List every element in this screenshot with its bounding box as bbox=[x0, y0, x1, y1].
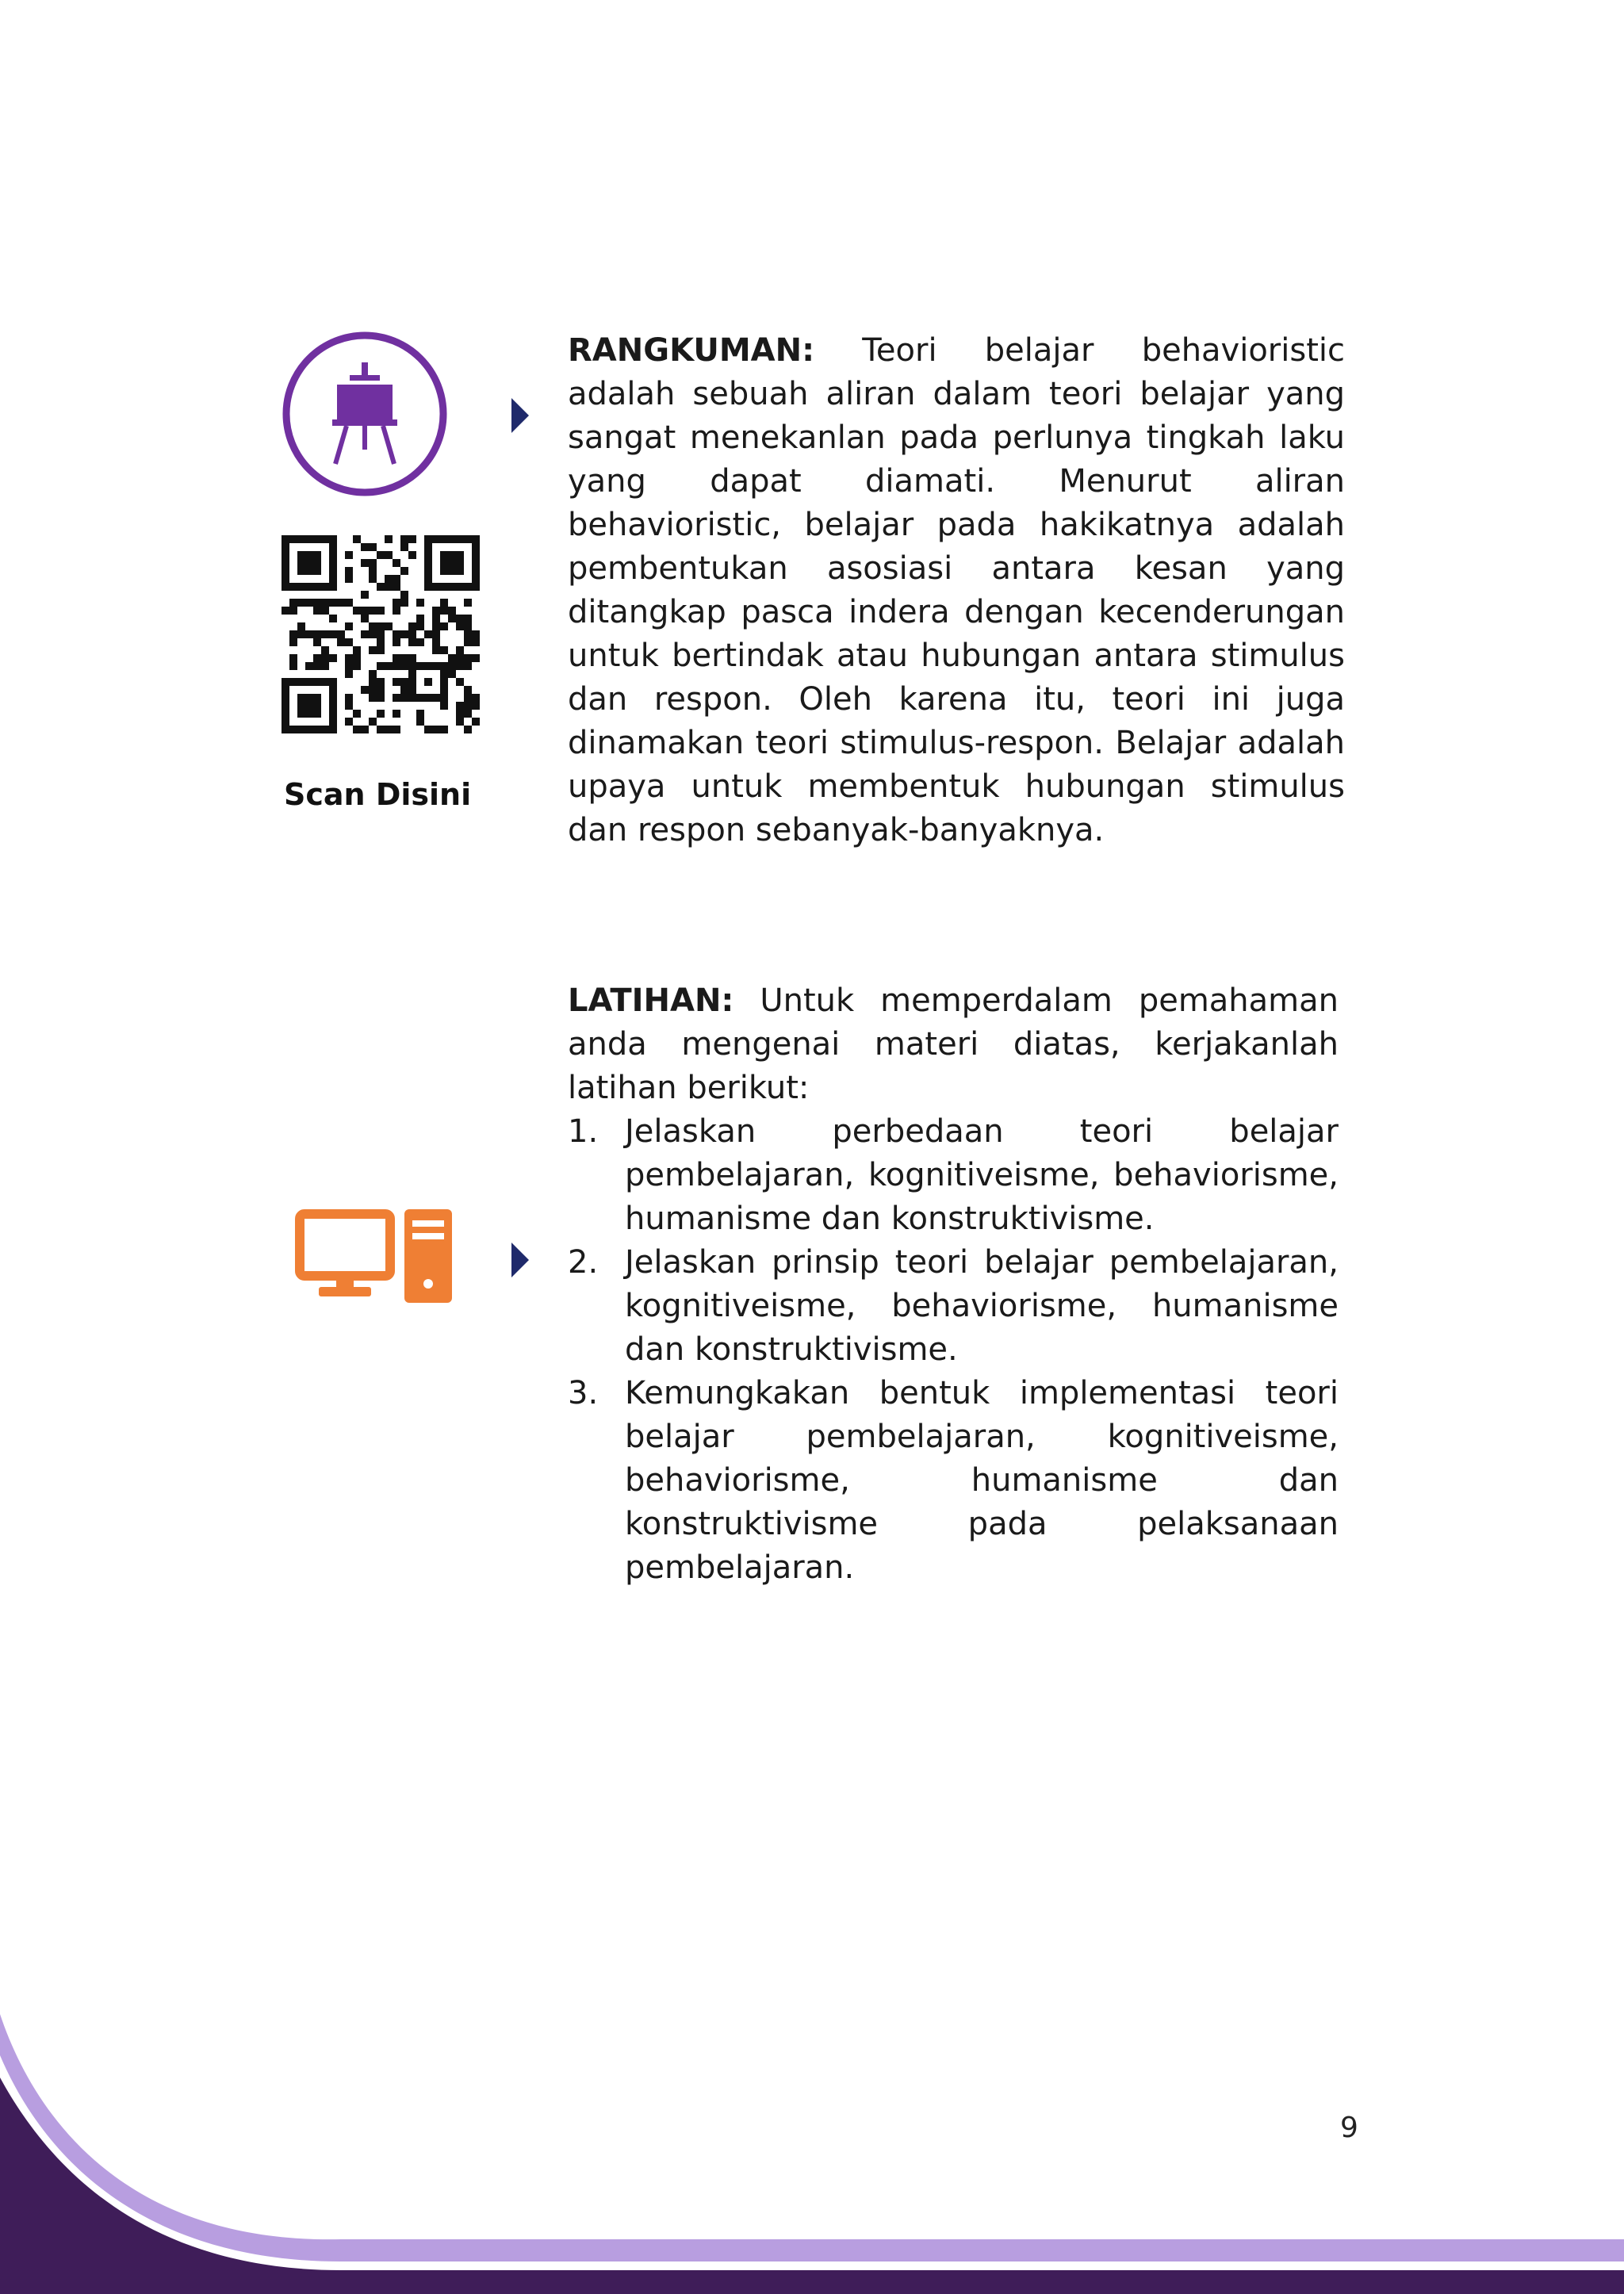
exercise-item bbox=[568, 1110, 1339, 1241]
summary-paragraph bbox=[568, 329, 1345, 852]
exercise-item-text: Kemungkakan bentuk implementasi teori belajar pembelajaran, kognitiveisme, behaviorisme, humanisme dan konstruktivisme pada pelaksanaan pembelajaran. bbox=[625, 1375, 1339, 1586]
exercise-item-text: Jelaskan prinsip teori belajar pembelajaran, kognitiveisme, behaviorisme, humanisme dan konstruktivisme. bbox=[625, 1244, 1339, 1368]
footer-wave-decoration bbox=[0, 2014, 1624, 2294]
summary-text: Teori belajar behavioristic adalah sebuah aliran dalam teori belajar yang sangat menekanlan pada perlunya tingkah laku yang dapat diamati. Menurut aliran behavioristic, belajar pada hakikatnya adalah pembentukan asosiasi antara kesan yang ditangkap pasca indera dengan kecenderungan untuk bertindak atau hubungan antara stimulus dan respon. Oleh karena itu, teori ini juga dinamakan teori stimulus-respon. Belajar adalah upaya untuk membentuk hubungan stimulus dan respon sebanyak-banyaknya. bbox=[568, 332, 1345, 848]
exercise-item bbox=[568, 1241, 1339, 1372]
triangle-right-icon bbox=[511, 398, 529, 433]
qr-code[interactable] bbox=[282, 535, 480, 733]
exercise-list bbox=[568, 1110, 1339, 1590]
triangle-right-icon bbox=[511, 1243, 529, 1277]
exercise-item-number: 1. bbox=[568, 1113, 599, 1150]
exercise-item-number: 2. bbox=[568, 1244, 599, 1281]
exercise-section bbox=[568, 979, 1339, 1590]
page-number: 9 bbox=[1340, 2112, 1358, 2144]
summary-heading: RANGKUMAN: bbox=[568, 332, 815, 369]
easel-icon bbox=[282, 331, 448, 497]
exercise-item-number: 3. bbox=[568, 1375, 599, 1411]
exercise-intro-text: Untuk memperdalam pemahaman anda mengenai materi diatas, kerjakanlah latihan berikut: bbox=[568, 982, 1339, 1106]
scan-here-label: Scan Disini bbox=[284, 777, 472, 812]
exercise-item-text: Jelaskan perbedaan teori belajar pembelajaran, kognitiveisme, behaviorisme, humanisme dan konstruktivisme. bbox=[625, 1113, 1339, 1237]
exercise-heading: LATIHAN: bbox=[568, 982, 734, 1019]
exercise-intro bbox=[568, 979, 1339, 1110]
exercise-item bbox=[568, 1372, 1339, 1590]
computer-icon bbox=[295, 1209, 454, 1308]
